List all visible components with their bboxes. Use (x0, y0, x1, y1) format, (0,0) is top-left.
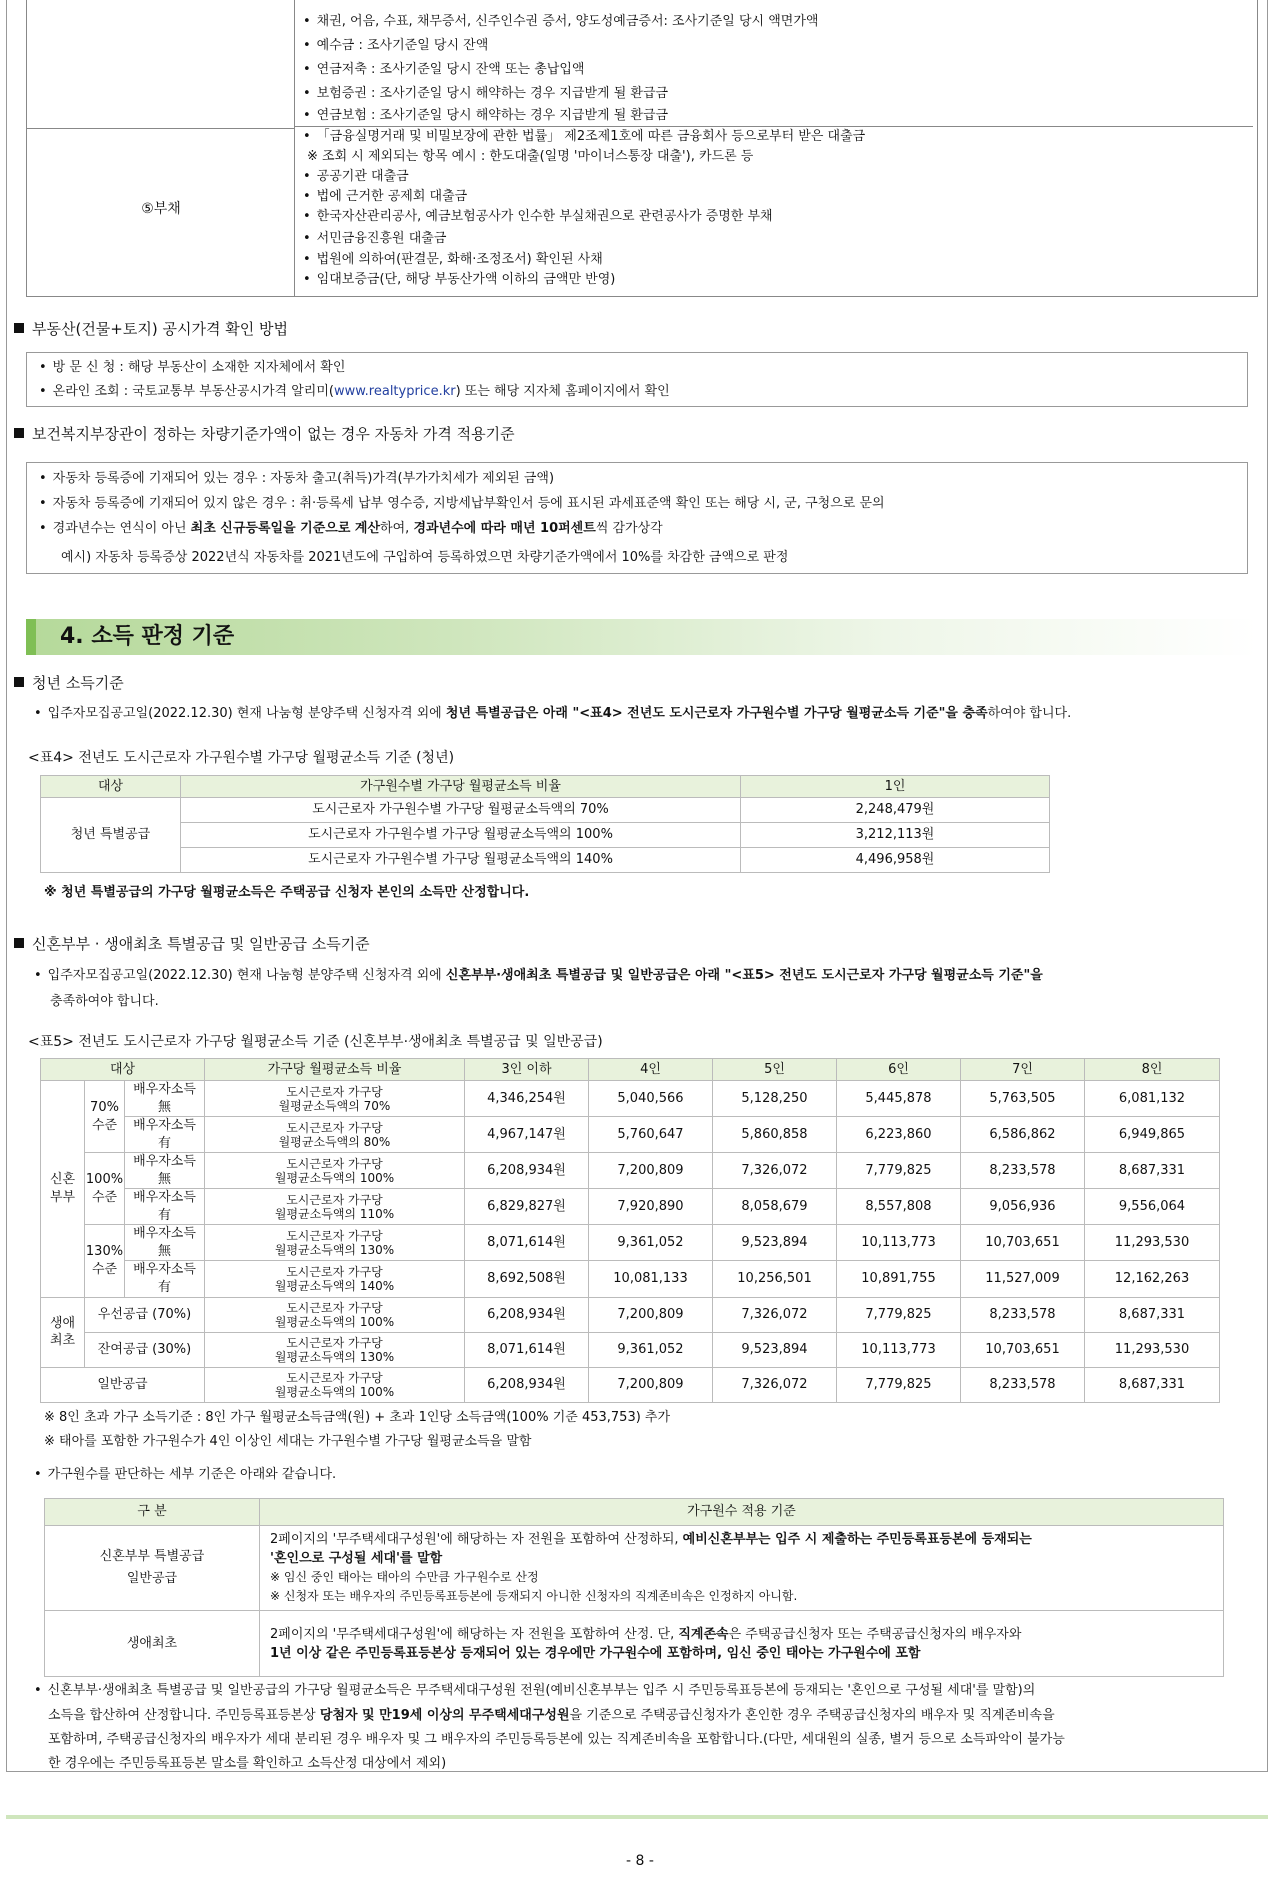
t5-value: 11,293,530 (1085, 1332, 1220, 1367)
t5-value: 7,920,890 (589, 1189, 713, 1225)
t5-spouse: 배우자소득 無 (125, 1081, 205, 1117)
t5-firsttime-label: 생애 최초 (41, 1297, 85, 1367)
t5-value: 10,256,501 (713, 1261, 837, 1297)
t5-header: 4인 (589, 1059, 713, 1081)
t5-value: 7,326,072 (713, 1297, 837, 1332)
t5-criterion: 도시근로자 가구당 월평균소득액의 100% (205, 1367, 465, 1402)
t5-criterion: 도시근로자 가구당 월평균소득액의 110% (205, 1189, 465, 1225)
t4-ratio: 도시근로자 가구원수별 가구당 월평균소득액의 70% (181, 798, 741, 823)
car-line-2: • 자동차 등록증에 기재되어 있지 않은 경우 : 취·등록세 납부 영수증, 지방세납부확인서 등에 표시된 과세표준액 확인 또는 해당 시, 군, 구청으로 문의 (39, 495, 885, 513)
t5-value: 8,233,578 (961, 1367, 1085, 1402)
t4-value: 3,212,113원 (741, 823, 1050, 848)
t5-value: 6,223,860 (837, 1117, 961, 1153)
t6-header: 가구원수 적용 기준 (260, 1499, 1224, 1526)
t5-value: 6,829,827원 (465, 1189, 589, 1225)
t5-value: 9,556,064 (1085, 1189, 1220, 1225)
debt-item: • 서민금융진흥원 대출금 (303, 227, 1253, 250)
t5-spouse: 배우자소득 無 (125, 1153, 205, 1189)
table5-note-2: ※ 태아를 포함한 가구원수가 4인 이상인 세대는 가구원수별 가구당 월평균소득을 말함 (44, 1434, 532, 1449)
final-line-1: • 신혼부부·생애최초 특별공급 및 일반공급의 가구당 월평균소득은 무주택세대구성원 전원(예비신혼부부는 입주 시 주민등록표등본에 등재되는 '혼인으로 구성될 세대'를 말함)의 (34, 1682, 1035, 1700)
t5-value: 7,326,072 (713, 1367, 837, 1402)
t5-value: 11,293,530 (1085, 1225, 1220, 1261)
t5-value: 9,361,052 (589, 1332, 713, 1367)
debt-label: ⑤부채 (141, 201, 181, 217)
t6-row2-content: 2페이지의 '무주택세대구성원'에 해당하는 자 전원을 포함하여 산정. 단, 직계존속은 주택공급신청자 또는 주택공급신청자의 배우자와 1년 이상 같은 주민등록표등본상 등재되어 있는 경우에만 가구원수에 포함하며, 임신 중인 태아는 가구원수에 포함 (260, 1611, 1224, 1677)
t5-value: 8,071,614원 (465, 1332, 589, 1367)
debt-table (26, 0, 1258, 297)
household-table (44, 1498, 1224, 1677)
t5-criterion: 도시근로자 가구당 월평균소득액의 130% (205, 1225, 465, 1261)
t4-header: 가구원수별 가구당 월평균소득 비율 (181, 776, 741, 798)
asset-item: • 예수금 : 조사기준일 당시 잔액 (303, 34, 1253, 58)
t5-value: 11,527,009 (961, 1261, 1085, 1297)
t5-value: 10,891,755 (837, 1261, 961, 1297)
youth-line: • 입주자모집공고일(2022.12.30) 현재 나눔형 분양주택 신청자격 외에 청년 특별공급은 아래 "<표4> 전년도 도시근로자 가구원수별 가구당 월평균소득 기준"을 충족하여야 합니다. (34, 705, 1071, 723)
footer-rule (6, 1815, 1268, 1819)
table5 (40, 1058, 1220, 1403)
t5-value: 7,200,809 (589, 1367, 713, 1402)
t5-value: 6,208,934원 (465, 1297, 589, 1332)
t5-value: 6,208,934원 (465, 1153, 589, 1189)
asset-item: • 연금보험 : 조사기준일 당시 해약하는 경우 지급받게 될 환급금 (303, 106, 1253, 126)
debt-item: • 법에 근거한 공제회 대출금 (303, 187, 1253, 207)
t5-criterion: 도시근로자 가구당 월평균소득액의 80% (205, 1117, 465, 1153)
t5-criterion: 도시근로자 가구당 월평균소득액의 100% (205, 1297, 465, 1332)
t5-value: 8,692,508원 (465, 1261, 589, 1297)
t5-level: 130% 수준 (85, 1225, 125, 1297)
debt-items (303, 10, 1253, 290)
t5-value: 5,763,505 (961, 1081, 1085, 1117)
t6-header: 구 분 (45, 1499, 260, 1526)
t5-value: 8,233,578 (961, 1153, 1085, 1189)
t5-spouse: 배우자소득 無 (125, 1225, 205, 1261)
t5-value: 8,687,331 (1085, 1297, 1220, 1332)
t5-row (41, 1189, 1220, 1225)
debt-label-cell (27, 0, 295, 297)
t4-value: 4,496,958원 (741, 848, 1050, 873)
t5-value: 5,128,250 (713, 1081, 837, 1117)
car-example: 예시) 자동차 등록증상 2022년식 자동차를 2021년도에 구입하여 등록하였으면 차량기준가액에서 10%를 차감한 금액으로 판정 (61, 550, 789, 565)
realestate-online: • 온라인 조회 : 국토교통부 부동산공시가격 알리미(www.realtyprice.kr) 또는 해당 지자체 홈페이지에서 확인 (39, 383, 670, 401)
t5-header: 가구당 월평균소득 비율 (205, 1059, 465, 1081)
t5-value: 10,113,773 (837, 1225, 961, 1261)
t5-value: 8,687,331 (1085, 1367, 1220, 1402)
t6-row2-label: 생애최초 (45, 1611, 260, 1677)
t5-value: 5,445,878 (837, 1081, 961, 1117)
newlywed-line: • 입주자모집공고일(2022.12.30) 현재 나눔형 분양주택 신청자격 외에 신혼부부·생애최초 특별공급 및 일반공급은 아래 "<표5> 전년도 도시근로자 가구당 월평균소득 기준"을 (34, 967, 1043, 985)
t5-header: 6인 (837, 1059, 961, 1081)
t5-level: 70% 수준 (85, 1081, 125, 1153)
t5-row (41, 1225, 1220, 1261)
t6-row1-label: 신혼부부 특별공급 일반공급 (45, 1526, 260, 1611)
t5-value: 12,162,263 (1085, 1261, 1220, 1297)
t5-value: 9,056,936 (961, 1189, 1085, 1225)
section4-header (26, 619, 1258, 655)
realestate-visit: • 방 문 신 청 : 해당 부동산이 소재한 지자체에서 확인 (39, 359, 345, 377)
t5-value: 7,200,809 (589, 1297, 713, 1332)
t5-value: 7,779,825 (837, 1297, 961, 1332)
t5-first-label: 잔여공급 (30%) (85, 1332, 205, 1367)
t5-value: 5,860,858 (713, 1117, 837, 1153)
final-line-2: 소득을 합산하여 산정합니다. 주민등록표등본상 당첨자 및 만19세 이상의 무주택세대구성원을 기준으로 주택공급신청자가 혼인한 경우 주택공급신청자의 배우자 및 직계존비속을 (48, 1708, 1055, 1723)
t5-row (41, 1081, 1220, 1117)
asset-item: • 보험증권 : 조사기준일 당시 해약하는 경우 지급받게 될 환급금 (303, 82, 1253, 106)
newlywed-heading: 신혼부부 · 생애최초 특별공급 및 일반공급 소득기준 (14, 934, 370, 954)
debt-note: ※ 조회 시 제외되는 항목 예시 : 한도대출(일명 '마이너스통장 대출'), 카드론 등 (307, 149, 754, 164)
page-number: - 8 - (626, 1853, 654, 1869)
table5-note-1: ※ 8인 초과 가구 소득기준 : 8인 가구 월평균소득금액(원) + 초과 1인당 소득금액(100% 기준 453,753) 추가 (44, 1410, 671, 1425)
final-line-3: 포함하며, 주택공급신청자의 배우자가 세대 분리된 경우 배우자 및 그 배우자의 주민등록등본에 있는 직계존비속을 포함합니다.(다만, 세대원의 실종, 별거 등으로 소득파악이 불가능 (48, 1732, 1065, 1747)
debt-item: • 공공기관 대출금 (303, 167, 1253, 187)
t5-value: 8,557,808 (837, 1189, 961, 1225)
t5-value: 6,081,132 (1085, 1081, 1220, 1117)
t5-value: 10,703,651 (961, 1332, 1085, 1367)
t5-value: 7,200,809 (589, 1153, 713, 1189)
t5-criterion: 도시근로자 가구당 월평균소득액의 130% (205, 1332, 465, 1367)
t5-value: 6,208,934원 (465, 1367, 589, 1402)
t5-header: 3인 이하 (465, 1059, 589, 1081)
debt-item: • 법원에 의하여(판결문, 화해·조정조서) 확인된 사채 (303, 250, 1253, 270)
t5-value: 8,687,331 (1085, 1153, 1220, 1189)
t5-value: 10,113,773 (837, 1332, 961, 1367)
asset-item: • 채권, 어음, 수표, 채무증서, 신주인수권 증서, 양도성예금증서: 조사기준일 당시 액면가액 (303, 10, 1253, 34)
t5-value: 7,779,825 (837, 1367, 961, 1402)
t5-row (41, 1367, 1220, 1402)
car-line-1: • 자동차 등록증에 기재되어 있는 경우 : 자동차 출고(취득)가격(부가가치세가 제외된 금액) (39, 470, 554, 488)
table4 (40, 775, 1050, 873)
t5-criterion: 도시근로자 가구당 월평균소득액의 140% (205, 1261, 465, 1297)
t5-value: 10,081,133 (589, 1261, 713, 1297)
t5-row (41, 1153, 1220, 1189)
t5-value: 6,949,865 (1085, 1117, 1220, 1153)
t5-header: 5인 (713, 1059, 837, 1081)
t5-value: 8,233,578 (961, 1297, 1085, 1332)
table4-caption: <표4> 전년도 도시근로자 가구원수별 가구당 월평균소득 기준 (청년) (28, 750, 455, 766)
t4-ratio: 도시근로자 가구원수별 가구당 월평균소득액의 100% (181, 823, 741, 848)
youth-heading: 청년 소득기준 (14, 673, 124, 693)
t5-row (41, 1332, 1220, 1367)
t5-spouse: 배우자소득 有 (125, 1189, 205, 1225)
t4-value: 2,248,479원 (741, 798, 1050, 823)
table4-note: ※ 청년 특별공급의 가구당 월평균소득은 주택공급 신청자 본인의 소득만 산정합니다. (44, 885, 530, 900)
t5-general-label: 일반공급 (41, 1367, 205, 1402)
car-line-3: • 경과년수는 연식이 아닌 최초 신규등록일을 기준으로 계산하여, 경과년수에 따라 매년 10퍼센트씩 감가상각 (39, 520, 663, 538)
t6-row1-content: 2페이지의 '무주택세대구성원'에 해당하는 자 전원을 포함하여 산정하되, 예비신혼부부는 입주 시 제출하는 주민등록표등본에 등재되는 '혼인으로 구성될 세대'를 말함 ※ 임신 중인 태아는 태아의 수만큼 가구원수로 산정 ※ 신청자 또는 배우자의 주민등록표등본에 등재되지 아니한 신청자의 직계존비속은 인정하지 아니함. (260, 1526, 1224, 1611)
t5-first-label: 우선공급 (70%) (85, 1297, 205, 1332)
t5-row (41, 1261, 1220, 1297)
t5-value: 4,967,147원 (465, 1117, 589, 1153)
t4-header: 1인 (741, 776, 1050, 798)
t5-value: 6,586,862 (961, 1117, 1085, 1153)
table5-caption: <표5> 전년도 도시근로자 가구당 월평균소득 기준 (신혼부부·생애최초 특별공급 및 일반공급) (28, 1034, 603, 1050)
t5-header: 대상 (41, 1059, 205, 1081)
t5-value: 8,058,679 (713, 1189, 837, 1225)
asset-item: • 연금저축 : 조사기준일 당시 잔액 또는 총납입액 (303, 58, 1253, 82)
realestate-heading: 부동산(건물+토지) 공시가격 확인 방법 (14, 319, 288, 339)
t5-value: 10,703,651 (961, 1225, 1085, 1261)
t5-value: 5,040,566 (589, 1081, 713, 1117)
final-line-4: 한 경우에는 주민등록표등본 말소를 확인하고 소득산정 대상에서 제외) (48, 1756, 447, 1771)
t5-value: 9,523,894 (713, 1225, 837, 1261)
realtyprice-link[interactable]: www.realtyprice.kr (333, 384, 456, 399)
t4-ratio: 도시근로자 가구원수별 가구당 월평균소득액의 140% (181, 848, 741, 873)
t5-level: 100% 수준 (85, 1153, 125, 1225)
t5-spouse: 배우자소득 有 (125, 1261, 205, 1297)
t5-value: 7,326,072 (713, 1153, 837, 1189)
car-box (26, 462, 1248, 574)
realestate-box (26, 352, 1248, 407)
t5-value: 9,361,052 (589, 1225, 713, 1261)
debt-item: • 임대보증금(단, 해당 부동산가액 이하의 금액만 반영) (303, 270, 1253, 290)
section4-title: 4. 소득 판정 기준 (60, 624, 235, 649)
t5-spouse: 배우자소득 有 (125, 1117, 205, 1153)
t5-value: 5,760,647 (589, 1117, 713, 1153)
car-heading: 보건복지부장관이 정하는 차량기준가액이 없는 경우 자동차 가격 적용기준 (14, 424, 515, 444)
t5-value: 8,071,614원 (465, 1225, 589, 1261)
t4-target: 청년 특별공급 (41, 798, 181, 873)
debt-item: • 「금융실명거래 및 비밀보장에 관한 법률」 제2조제1호에 따른 금융회사 등으로부터 받은 대출금 (303, 127, 1253, 147)
newlywed-line-cont: 충족하여야 합니다. (50, 994, 159, 1009)
t5-header: 8인 (1085, 1059, 1220, 1081)
t5-value: 4,346,254원 (465, 1081, 589, 1117)
t5-value: 7,779,825 (837, 1153, 961, 1189)
household-intro: • 가구원수를 판단하는 세부 기준은 아래와 같습니다. (34, 1466, 336, 1484)
t5-criterion: 도시근로자 가구당 월평균소득액의 70% (205, 1081, 465, 1117)
t5-criterion: 도시근로자 가구당 월평균소득액의 100% (205, 1153, 465, 1189)
t4-header: 대상 (41, 776, 181, 798)
t5-header: 7인 (961, 1059, 1085, 1081)
debt-item: • 한국자산관리공사, 예금보험공사가 인수한 부실채권으로 관련공사가 증명한 부채 (303, 207, 1253, 227)
t5-newlywed-label: 신혼 부부 (41, 1081, 85, 1298)
t5-value: 9,523,894 (713, 1332, 837, 1367)
t5-row (41, 1117, 1220, 1153)
t5-row (41, 1297, 1220, 1332)
